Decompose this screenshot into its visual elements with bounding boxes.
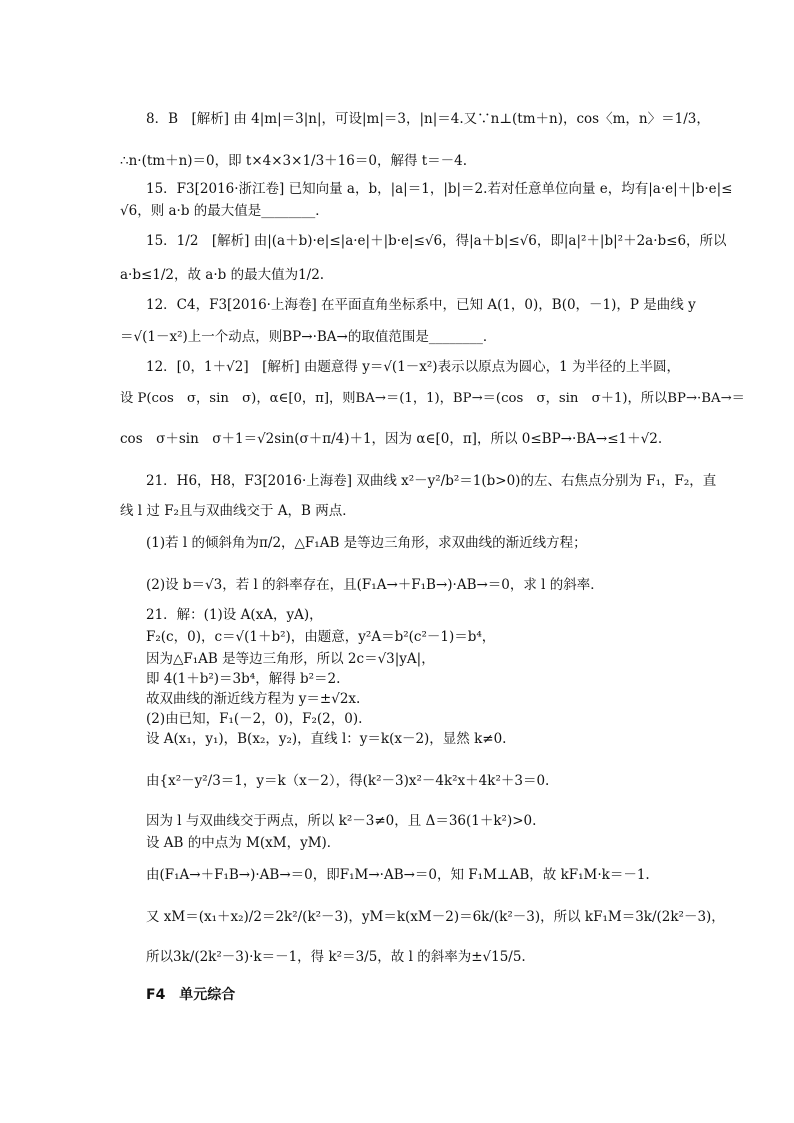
document-page: 8．B [解析] 由 4|m|＝3|n|，可设|m|＝3，|n|＝4.又∵n⊥(tm＋n)，cos〈m，n〉＝1/3， ∴n·(tm＋n)＝0，即 t×4×3×1/3＋16＝0，解得 t＝－4. 15．F3[2016·浙江卷] 已知向量 a，b，|a|＝1，|b|＝2.若对任意单位向量 e，均有|a·e|＋|b·e|≤ √6，则 a·b 的最大值是________． 15．1/2 [解析] 由|(a＋b)·e|≤|a·e|＋|b·e|≤√6，得|a＋b|≤√6，即|a|²＋|b|²＋2a·b≤6，所以 a·b≤1/2，故 a·b 的最大值为1/2. 12．C4，F3[2016·上海卷] 在平面直角坐标系中，已知 A(1，0)，B(0，－1)，P 是曲线 y ＝√(1－x²)上一个动点，则BP→·BA→的取值范围是________． 12．[0，1＋√2] [解析] 由题意得 y＝√(1－x²)表示以原点为圆心，1 为半径的上半圆， 设 P(cos σ，sin σ)，α∈[0，π]，则BA→＝(1，1)，BP→＝(cos σ，sin σ＋1)，所以BP→·BA→＝ cos σ＋sin σ＋1＝√2sin(σ＋π/4)＋1，因为 α∈[0，π]，所以 0≤BP→·BA→≤1＋√2. 21．H6，H8，F3[2016·上海卷] 双曲线 x²－y²/b²＝1(b>0)的左、右焦点分别为 F₁，F₂，直 线 l 过 F₂且与双曲线交于 A，B 两点． (1)若 l 的倾斜角为π/2，△F₁AB 是等边三角形，求双曲线的渐近线方程； (2)设 b＝√3，若 l 的斜率存在，且(F₁A→＋F₁B→)·AB→＝0，求 l 的斜率． 21．解：(1)设 A(xA，yA)， F₂(c，0)，c＝√(1＋b²)，由题意，y²A＝b²(c²－1)＝b⁴， 因为△F₁AB 是等边三角形，所以 2c＝√3|yA|， 即 4(1＋b²)＝3b⁴，解得 b²＝2. 故双曲线的渐近线方程为 y＝±√2x. (2)由已知，F₁(－2，0)，F₂(2，0). 设 A(x₁，y₁)，B(x₂，y₂)，直线 l：y＝k(x－2)，显然 k≠0. 由{x²－y²/3＝1，y＝k（x－2），得(k²－3)x²－4k²x＋4k²＋3＝0. 因为 l 与双曲线交于两点，所以 k²－3≠0，且 Δ＝36(1＋k²)>0. 设 AB 的中点为 M(xM，yM)． 由(F₁A→＋F₁B→)·AB→＝0，即F₁M→·AB→＝0，知 F₁M⊥AB，故 kF₁M·k＝－1. 又 xM＝(x₁＋x₂)/2＝2k²/(k²－3)，yM＝k(xM－2)＝6k/(k²－3)，所以 kF₁M＝3k/(2k²－3)， 所以3k/(2k²－3)·k＝－1，得 k²＝3/5，故 l 的斜率为±√15/5. F4 单元综合 [120, 111, 745, 1003]
